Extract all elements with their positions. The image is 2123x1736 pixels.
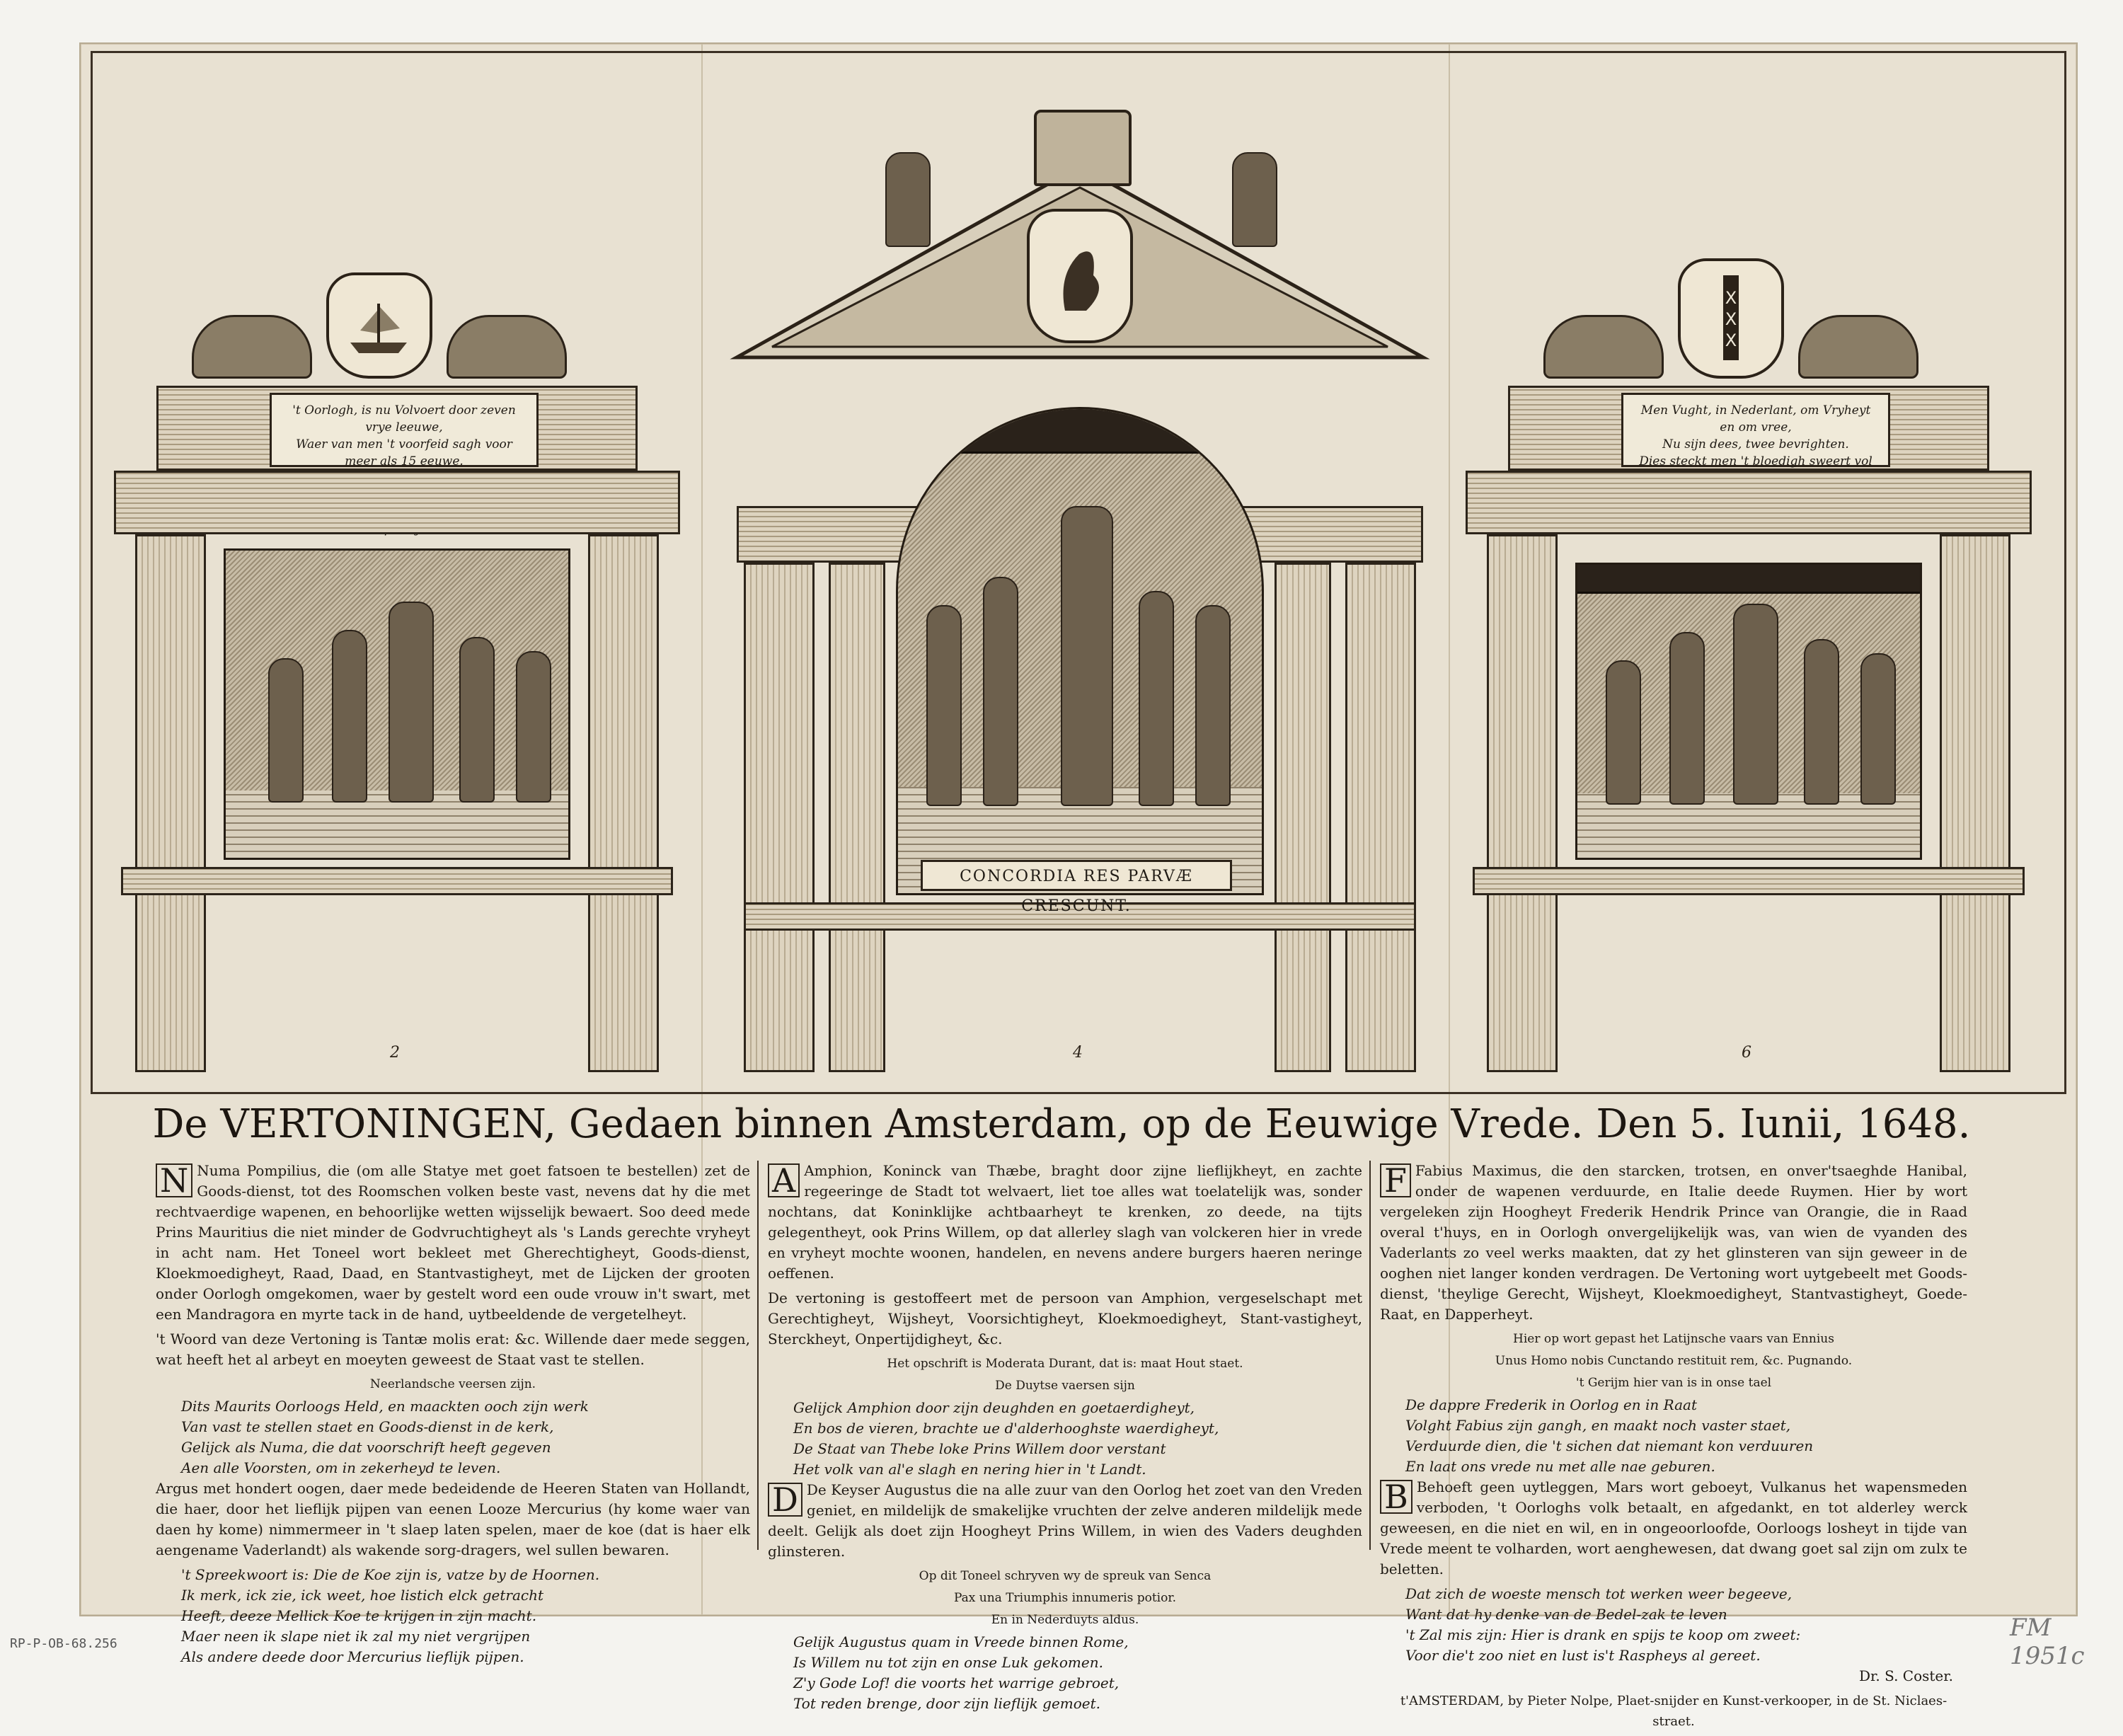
figure [1195,605,1231,806]
figure [1733,604,1778,805]
right-cornice [1466,471,2032,534]
paragraph: De Keyser Augustus die na alle zuur van den Oorlog het zoet van den Vreden geniet, en mildelijk de smakelijke vruchten der zelve anderen mildelijk mede deelt. Gelijk als doet zijn Hoogheyt Prins Willem, in wien des Vaders deughden glinsteren. [768,1481,1362,1560]
left-verse-plaque [270,393,539,467]
plaque-line: 't Oorlogh, is nu Volvoert door zeven vrye leeuwe, [292,403,516,435]
verse-line: Heeft, deeze Mellick Koe te krijgen in zijn macht. [181,1607,537,1624]
plate-number: 6 [1742,1044,1751,1062]
verse-heading: De Duytse vaersen sijn [995,1379,1135,1393]
left-pillar [135,534,206,1072]
verse-line: 't Zal mis zijn: Hier is drank en spijs te koop om zweet: [1405,1626,1801,1643]
verse-line: En laat ons vrede nu met alle nae geburen. [1405,1458,1715,1475]
collection-reference: RP-P-OB-68.256 [10,1636,117,1651]
verse-heading: Hier op wort gepast het Latijnsche vaars van Ennius [1513,1332,1834,1346]
figure [389,602,434,803]
verse-line: Gelijk Augustus quam in Vreede binnen Rome, [793,1633,1129,1650]
right-verse-plaque [1621,393,1890,467]
verse-line: Maer neen ik slape niet ik zal my niet vergrijpen [181,1628,531,1645]
svg-text:X: X [1725,330,1737,350]
verse-heading: Neerlandsche veersen zijn. [369,1377,536,1391]
figure [1606,660,1641,805]
center-stage-panel [723,53,1437,1096]
verse-line: Dits Maurits Oorloogs Held, en maackten ooch zijn werk [181,1398,589,1415]
verse-line: Aen alle Voorsten, om in zekerheyd te leven. [181,1459,501,1476]
figure [983,577,1018,806]
allegorical-figure [1232,152,1277,247]
publisher-imprint: t'AMSTERDAM, by Pieter Nolpe, Plaet-snijder en Kunst-verkooper, in de St. Niclaes-straet. [1400,1694,1947,1729]
paragraph: Numa Pompilius, die (om alle Statye met goet fatsoen te bestellen) zet de Goods-dienst, tot des Roomschen volken beste vast, nevens dat hy die met rechtvaerdige wapenen, en behoorlijke wetten wijsselijk bewaert. Soo deed mede Prins Mauritius die niet minder de Godvruchtigheyt als 's Lands gerechte vryheyt in acht nam. Het Toneel wort bekleet met Gherechtigheyt, Goods-dienst, Kloekmoedigheyt, Raad, Daad, en Stantvastigheyt, met de Lijcken der grooten onder Oorlogh omgekomen, waer by gestelt word een oude vrouw in't swart, met een Mandragora en myrte tack in de hand, uytbeeldende de vergetelheyt. [156,1162,750,1323]
engraving-plate [91,51,2066,1094]
paragraph: Amphion, Koninck van Thæbe, braght door zijne lieflijkheyt, en zachte regeeringe de Stadt tot welvaert, liet toe alles wat toelatelijk was, sonder nochtans, dat Koninklijke achtbaarheyt te krenken, zo deede, na tijts gelegentheyt, ook Prins Willem, op dat allerley slagh van volckeren hier in vrede en vryheyt mochte woonen, handelen, en nevens andere burgers haeren neringe oeffenen. [768,1162,1362,1282]
text-column-3 [1380,1161,1967,1736]
verse-line: Ik merk, ick zie, ick weet, hoe listich elck getracht [181,1587,543,1604]
verse-line: Gelijck als Numa, die dat voorschrift heeft gegeven [181,1439,551,1456]
right-pillar [1940,534,2010,1072]
curtain [898,409,1262,454]
ship-coat-of-arms-icon [326,272,432,379]
paragraph: De vertoning is gestoffeert met de persoon van Amphion, vergeselschapt met Gerechtigheyt, Wijsheyt, Voorsichtigheyt, Kloekmoedigheyt, Stant-vastigheyt, Sterckheyt, Onpertijdigheyt, &c. [768,1289,1362,1347]
left-pillar [588,534,659,1072]
verse-heading: Op dit Toneel schryven wy de spreuk van Senca [919,1569,1212,1583]
figure [459,637,495,803]
paragraph: 't Woord van deze Vertoning is Tantæ molis erat: &c. Willende daer mede seggen, wat heeft het al arbeyt en moeyten geweest de Staat vast te stellen. [156,1330,750,1368]
figure [1061,506,1113,806]
left-tableau-scene [224,548,570,860]
verse-line: Het volk van al'e slagh en nering hier in 't Landt. [793,1461,1146,1478]
column-divider [1369,1161,1371,1550]
proverb: 't Spreekwoort is: Die de Koe zijn is, vatze by de Hoornen. [181,1566,600,1583]
plaque-line: Nu sijn dees, twee bevrighten. [1662,437,1849,452]
drop-cap: A [768,1163,800,1197]
left-base-ledge [121,867,673,895]
verse-line: Want dat hy denke van de Bedel-zak te leven [1405,1606,1727,1623]
center-pillar [1345,563,1416,1072]
drop-cap: N [156,1163,192,1197]
right-base-ledge [1473,867,2025,895]
text-column-2 [768,1161,1362,1714]
verse-line: Van vast te stellen staet en Goods-dienst in de kerk, [181,1418,554,1435]
verse-line: Als andere deede door Mercurius lieflijk pijpen. [181,1648,524,1665]
center-pillar [829,563,885,1072]
verse-line: Tot reden brenge, door zijn lieflijk gemoet. [793,1695,1101,1712]
figure [1860,653,1896,805]
figure [516,651,551,803]
lion-coat-of-arms-icon [1027,209,1133,343]
figure [1669,632,1705,805]
drop-cap: F [1380,1163,1411,1197]
plaque-line: Dies steckt men 't bloedigh sweert vol [1639,454,1872,469]
figure [1139,591,1174,806]
column-divider [757,1161,759,1550]
center-pillar [1275,563,1331,1072]
figure [332,630,367,803]
verse-line: Dat zich de woeste mensch tot werken weer begeeve, [1405,1585,1793,1602]
verse-heading: Het opschrift is Moderata Durant, dat is: maat Hout staet. [887,1357,1243,1371]
lion-statue-icon [1543,315,1664,379]
verse-line: Gelijck Amphion door zijn deughden en goetaerdigheyt, [793,1399,1195,1416]
verse-line: Voor die't zoo niet en lust is't Raspheys al gereet. [1405,1647,1761,1664]
left-stage-panel [93,53,715,1096]
plaque-line: Waer van men 't voorfeid sagh voor meer als 15 eeuwe. [296,437,512,469]
paragraph: Behoeft geen uytleggen, Mars wort geboeyt, Vulkanus het wapensmeden verboden, 't Oorloghs volk betaalt, en afgedankt, en tot alderley werck geweesen, en die niet en wil, en in ongeoorloofde, Oorloogs losheyt in tijde van Vrede meent te volharden, wort aenghewesen, dat dwang goet sal zijn om zulx te beletten. [1380,1478,1967,1577]
paragraph: Fabius Maximus, die den starcken, trotsen, en onver'tsaeghde Hanibal, onder de wapenen verduurde, en Italie deede Ruymen. Hier by wort vergeleken zijn Hoogheyt Frederik Hendrik Prince van Orangie, die in Raad overal t'huys, en in Oorlogh onvergelijkelijk was, van wien de vyanden des Vaderlants zo veel werks maakten, dat zy het glinsteren van sijn geweer in de ooghen niet langer konden verdragen. De Vertoning wort uytgebeelt met Goods-dienst, 'theylige Gerecht, Wijsheyt, Kloekmoedigheyt, Stantvastigheyt, Goede-Raat, en Dapperheyt. [1380,1162,1967,1323]
verse-line: Is Willem nu tot zijn en onse Luk gekomen. [793,1654,1103,1671]
verse-heading: 't Gerijm hier van is in onse tael [1575,1376,1772,1390]
crown-icon [1034,110,1132,186]
lion-statue-icon [447,315,567,379]
figure [926,605,962,806]
right-pillar [1487,534,1558,1072]
motto-banner: CONCORDIA RES PARVÆ CRESCUNT. [921,860,1232,891]
verse-line: En bos de vieren, brachte ue d'alderhooghste waerdigheyt, [793,1420,1219,1437]
plate-number: 4 [1073,1044,1083,1062]
drop-cap: D [768,1483,802,1517]
lion-statue-icon [1798,315,1918,379]
amsterdam-coat-of-arms-icon [1678,258,1784,379]
curtain [1577,565,1920,594]
figure [268,658,304,803]
verse-line: Volght Fabius zijn gangh, en maakt noch vaster staet, [1405,1417,1791,1434]
center-tableau-scene [896,407,1264,895]
inventory-mark: FM 1951c [2010,1614,2085,1670]
lion-statue-icon [192,315,312,379]
svg-text:X: X [1725,309,1737,329]
latin-motto: Unus Homo nobis Cunctando restituit rem, &c. Pugnando. [1495,1354,1853,1368]
verse-line: De dappre Frederik in Oorlog en in Raat [1405,1396,1698,1413]
text-column-1 [156,1161,750,1667]
paragraph: Argus met hondert oogen, daer mede bedeidende de Heeren Staten van Hollandt, die haer, door het lieflijk pijpen van eenen Looze Mercurius (hy kome waer van daen hy kome) nimmermeer in 't slaep laten spelen, maer de koe (dat is haer elk aengename Vaderlandt) als wakende sorg-dragers, wel sullen bewaren. [156,1480,750,1558]
center-pillar [744,563,815,1072]
right-stage-panel [1444,53,2067,1096]
plate-number: 2 [390,1044,400,1062]
right-tableau-scene [1575,563,1922,860]
verse-line: Verduurde dien, die 't sichen dat niemant kon verduuren [1405,1437,1814,1454]
svg-text:X: X [1725,288,1737,308]
drop-cap: B [1380,1480,1413,1514]
page-title: De VERTONINGEN, Gedaen binnen Amsterdam, op de Eeuwige Vrede. Den 5. Iunii, 1648. [152,1101,1971,1147]
allegorical-figure [885,152,931,247]
plaque-line: Men Vught, in Nederlant, om Vryheyt en om vree, [1640,403,1871,435]
verse-line: Z'y Gode Lof! die voorts het warrige gebroet, [793,1674,1120,1691]
verse-line: De Staat van Thebe loke Prins Willem door verstant [793,1440,1166,1457]
latin-motto: Pax una Triumphis innumeris potior. [953,1591,1177,1605]
verse-heading: En in Nederduyts aldus. [991,1613,1139,1627]
left-cornice [114,471,680,534]
figure [1804,639,1839,805]
author-signature: Dr. S. Coster. [1858,1667,1953,1684]
